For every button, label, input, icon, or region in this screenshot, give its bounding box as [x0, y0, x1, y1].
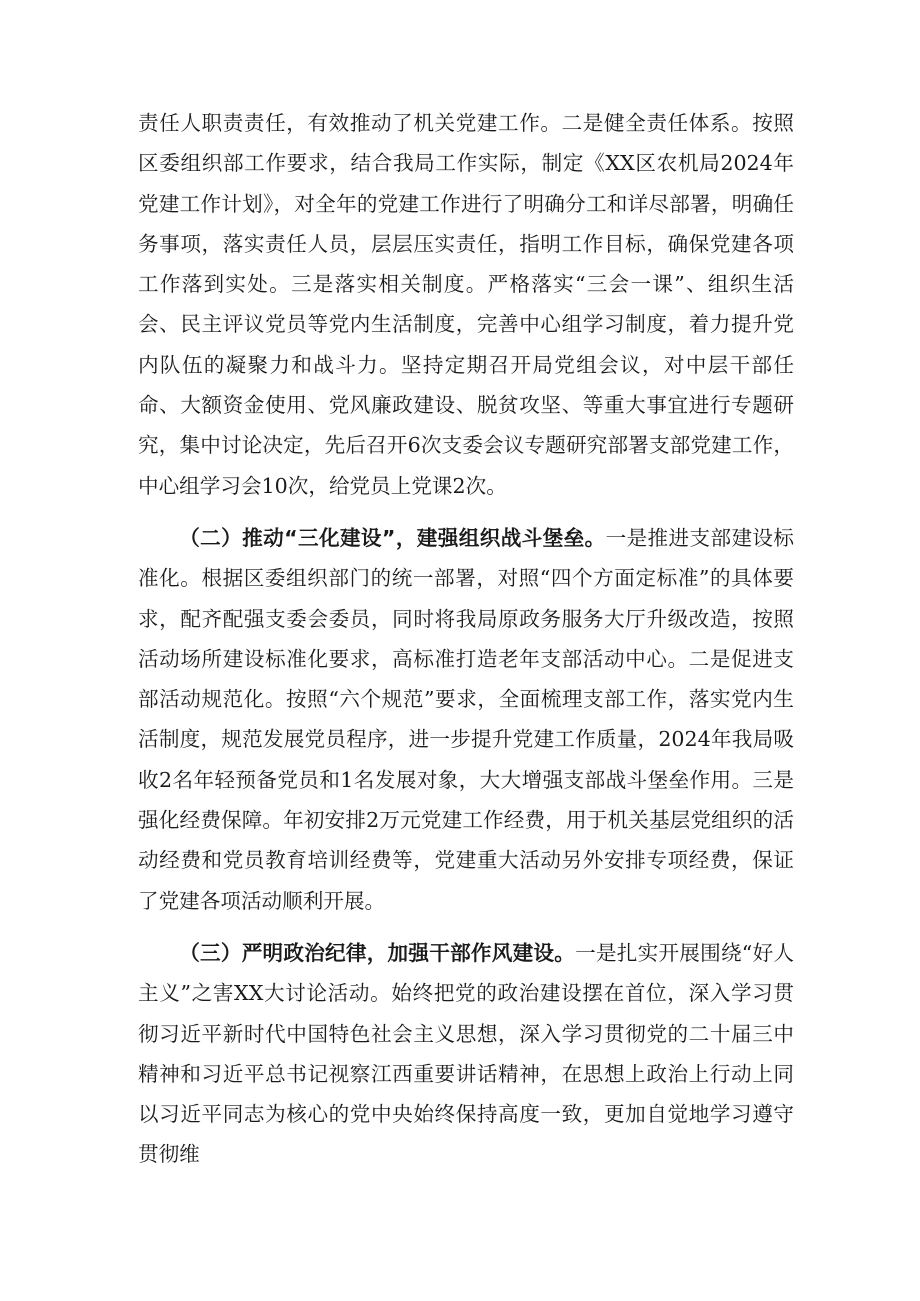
paragraph-2	[138, 518, 794, 921]
paragraph-3	[138, 933, 794, 1175]
paragraph-1-text: 责任人职责责任，有效推动了机关党建工作。二是健全责任体系。按照区委组织部工作要求，结合我局工作实际，制定《XX区农机局2024年党建工作计划》，对全年的党建工作进行了明确分工和详尽部署，明确任务事项，落实责任人员，层层压实责任，指明工作目标，确保党建各项工作落到实处。三是落实相关制度。严格落实“三会一课”、组织生活会、民主评议党员等党内生活制度，完善中心组学习制度，着力提升党内队伍的凝聚力和战斗力。坚持定期召开局党组会议，对中层干部任命、大额资金使用、党风廉政建设、脱贫攻坚、等重大事宜进行专题研究，集中讨论决定，先后召开6次支委会议专题研究部署支部党建工作，中心组学习会10次，给党员上党课2次。	[138, 111, 794, 498]
paragraph-2-text: 一是推进支部建设标准化。根据区委组织部门的统一部署，对照“四个方面定标准”的具体要求，配齐配强支委会委员，同时将我局原政务服务大厅升级改造，按照活动场所建设标准化要求，高标准打造老年支部活动中心。二是促进支部活动规范化。按照“六个规范”要求，全面梳理支部工作，落实党内生活制度，规范发展党员程序，进一步提升党建工作质量，2024年我局吸收2名年轻预备党员和1名发展对象，大大增强支部战斗堡垒作用。三是强化经费保障。年初安排2万元党建工作经费，用于机关基层党组织的活动经费和党员教育培训经费等，党建重大活动另外安排专项经费，保证了党建各项活动顺利开展。	[138, 525, 795, 913]
section-heading-3: （三）严明政治纪律，加强干部作风建设。	[179, 940, 576, 965]
paragraph-1	[138, 103, 794, 506]
section-heading-2: （二）推动“三化建设”，建强组织战斗堡垒。	[179, 525, 606, 550]
document-body	[138, 103, 794, 1175]
paragraph-3-text: 一是扎实开展围绕“好人主义”之害XX大讨论活动。始终把党的政治建设摆在首位，深入学习贯彻习近平新时代中国特色社会主义思想，深入学习贯彻党的二十届三中精神和习近平总书记视察江西重要讲话精神，在思想上政治上行动上同以习近平同志为核心的党中央始终保持高度一致，更加自觉地学习遵守贯彻维	[138, 940, 795, 1167]
